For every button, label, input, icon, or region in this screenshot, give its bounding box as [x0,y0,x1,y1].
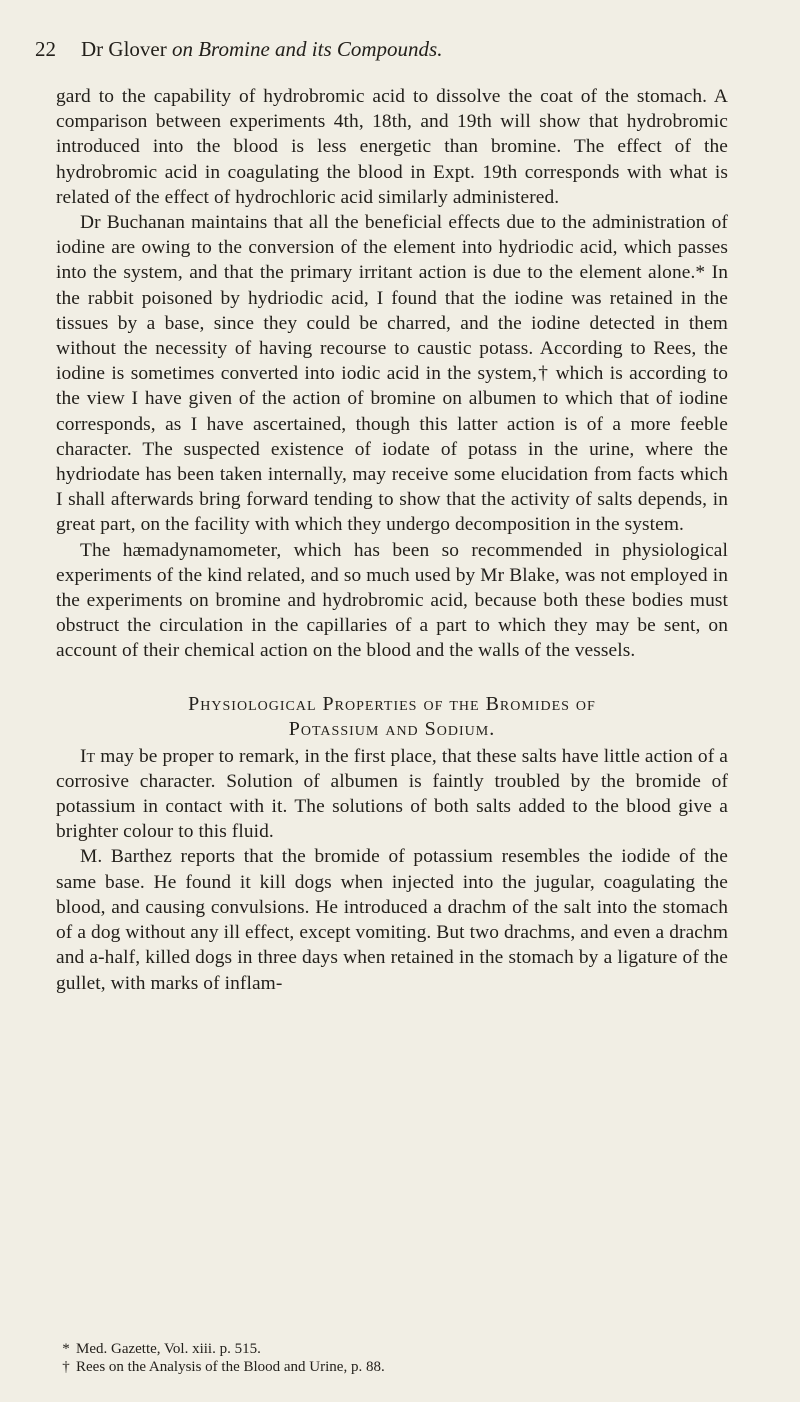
running-head [35,36,735,62]
paragraph-corrosive-text: may be proper to remark, in the first place, that these salts have little action of a corrosive character. Solution of albumen is faintly troubled by the bromide of potassium in contact with it. The solutions of both salts added to the blood give a brighter colour to this fluid. [56,745,728,843]
paragraph-continuation: gard to the capability of hydrobromic acid to dissolve the coat of the stomach. A comparison between experiments 4th, 18th, and 19th will show that hydrobromic introduced into the blood is less energetic than bromine. The effect of the hydrobromic acid in coagulating the blood in Expt. 19th corresponds with what is related of the effect of hydrochloric acid similarly administered. [56,86,728,208]
footnote [56,1340,728,1358]
lead-in: It [80,745,96,767]
section-heading-line-2: Potassium and Sodium. [288,717,496,740]
footnote-mark: * [62,1341,70,1357]
paragraph-barthez: M. Barthez reports that the bromide of potassium resembles the iodide of the same base. He found it kill dogs when injected into the jugular, coagulating the blood, and causing convulsions. He introduced a drachm of the salt into the stomach of a dog without any ill effect, except vomiting. But two drachms, and even a drachm and a-half, killed dogs in three days when retained in the stomach by a ligature of the gullet, with marks of inflam- [56,846,728,994]
paragraph-haemadynamometer: The hæmadynamometer, which has been so recommended in physiological experiments of the kind related, and so much used by Mr Blake, was not employed in the experiments on bromine and hydrobromic acid, because both these bodies must obstruct the circulation in the capillaries of a part to which they may be sent, on account of their chemical action on the blood and the walls of the vessels. [56,539,728,662]
section-heading-line-1: Physiological Properties of the Bromides of [188,692,596,715]
paragraph-buchanan: Dr Buchanan maintains that all the beneficial effects due to the administration of iodine are owing to the conversion of the element into hydriodic acid, which passes into the system, and that the primary irritant action is due to the element alone.* In the rabbit poisoned by hydriodic acid, I found that the iodine was retained in the tissues by a base, since they could be charred, and the iodine detected in them without the necessity of having recourse to caustic potass. According to Rees, the iodine is sometimes converted into iodic acid in the system,† which is according to the view I have given of the action of bromine on albumen to which that of iodine corresponds, as I have ascertained, though this latter action is of a more feeble character. The suspected existence of iodate of potass in the urine, where the hydriodate has been taken internally, may receive some elucidation from facts which I shall afterwards bring forward tending to show that the activity of salts depends, in great part, on the facility with which they undergo decomposition in the system. [56,212,728,536]
header-author: Dr Glover [81,37,167,61]
footnotes [56,1340,728,1376]
header-title: Bromine and its Compounds. [198,37,443,61]
footnote-text: Med. Gazette, Vol. xiii. p. 515. [76,1341,261,1357]
paragraph-corrosive [56,744,728,845]
body-text [56,84,728,996]
page-number: 22 [35,37,56,61]
footnote [56,1358,728,1376]
header-connector: on [171,37,193,61]
footnote-mark: † [62,1359,70,1375]
footnote-text: Rees on the Analysis of the Blood and Urine, p. 88. [76,1359,385,1375]
section-heading [56,692,728,742]
